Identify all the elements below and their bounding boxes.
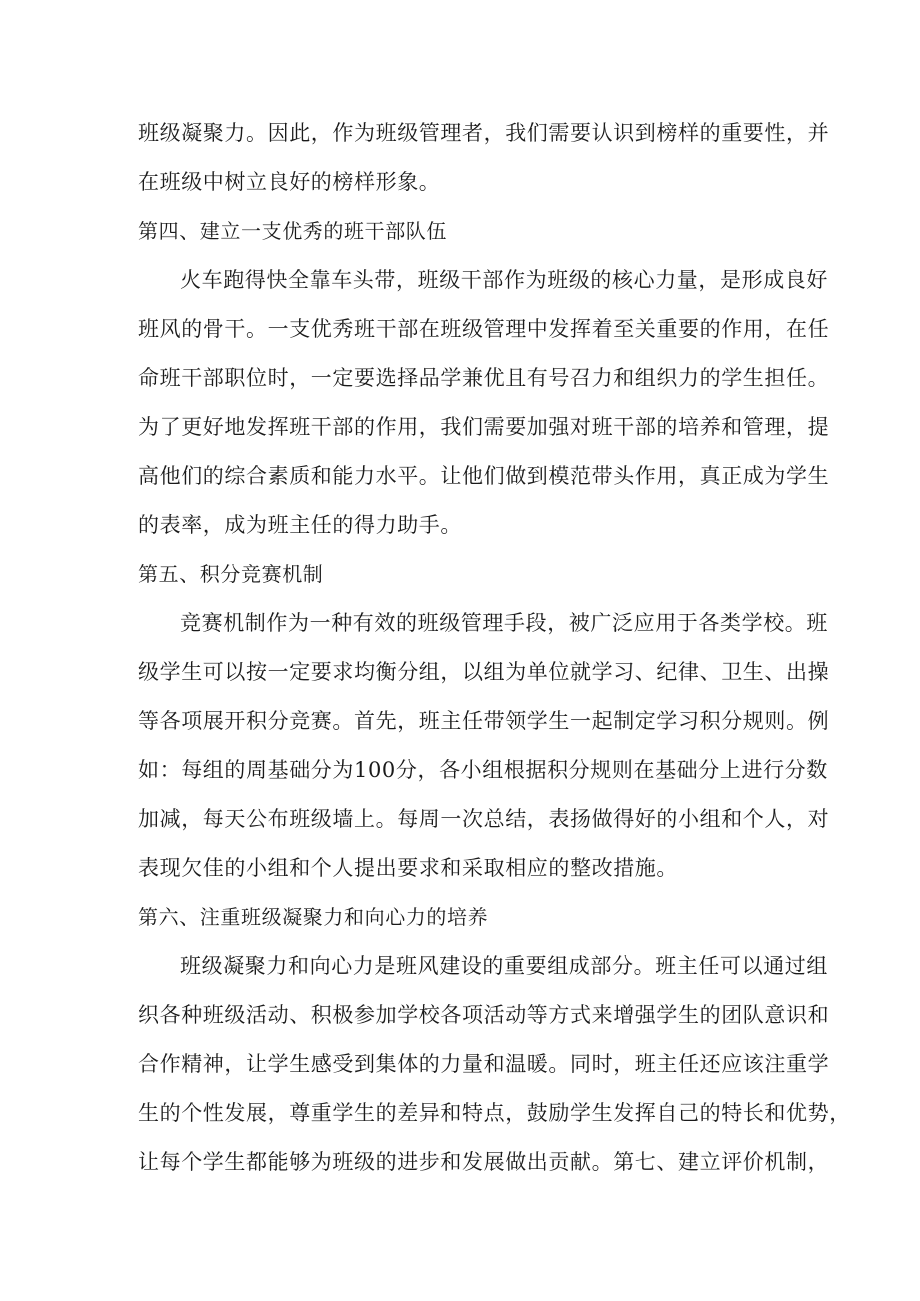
body-paragraph: [138, 263, 830, 542]
body-paragraph: [138, 606, 830, 885]
text-line: 竞赛机制作为一种有效的班级管理手段，被广泛应用于各类学校。班: [180, 611, 828, 635]
text-line: 命班干部职位时，一定要选择品学兼优且有号召力和组织力的学生担任。: [138, 366, 830, 390]
text-line: 生的个性发展，尊重学生的差异和特点，鼓励学生发挥自己的特长和优势，: [138, 1101, 851, 1125]
text-line: 在班级中树立良好的榜样形象。: [138, 170, 441, 194]
section-heading: [138, 214, 788, 248]
text-line: 第四、建立一支优秀的班干部队伍: [138, 219, 447, 243]
body-paragraph: [138, 949, 851, 1179]
text-line: 织各种班级活动、积极参加学校各项活动等方式来增强学生的团队意识和: [138, 1003, 830, 1027]
text-line: 让每个学生都能够为班级的进步和发展做出贡献。第七、建立评价机制，: [138, 1150, 830, 1174]
text-line: 班级凝聚力。因此，作为班级管理者，我们需要认识到榜样的重要性，并: [138, 121, 830, 145]
text-line: 高他们的综合素质和能力水平。让他们做到模范带头作用，真正成为学生: [138, 464, 830, 488]
text-line: 第五、积分竞赛机制: [138, 562, 324, 586]
text-line: 如：每组的周基础分为100分，各小组根据积分规则在基础分上进行分数: [138, 758, 828, 782]
paragraph-continuation: [138, 116, 830, 199]
text-line: 级学生可以按一定要求均衡分组，以组为单位就学习、纪律、卫生、出操: [138, 660, 830, 684]
text-line: 加减，每天公布班级墙上。每周一次总结，表扬做得好的小组和个人，对: [138, 807, 830, 831]
text-line: 火车跑得快全靠车头带，班级干部作为班级的核心力量，是形成良好: [180, 268, 828, 292]
section-heading: [138, 557, 788, 591]
text-line: 合作精神，让学生感受到集体的力量和温暖。同时，班主任还应该注重学: [138, 1052, 830, 1076]
document-page: [138, 116, 851, 1179]
text-line: 为了更好地发挥班干部的作用，我们需要加强对班干部的培养和管理，提: [138, 415, 830, 439]
text-line: 班级凝聚力和向心力是班风建设的重要组成部分。班主任可以通过组: [180, 954, 828, 978]
text-line: 等各项展开积分竞赛。首先，班主任带领学生一起制定学习积分规则。例: [138, 709, 830, 733]
text-line: 班风的骨干。一支优秀班干部在班级管理中发挥着至关重要的作用，在任: [138, 317, 830, 341]
section-heading: [138, 900, 788, 934]
text-line: 第六、注重班级凝聚力和向心力的培养: [138, 905, 489, 929]
text-line: 的表率，成为班主任的得力助手。: [138, 513, 462, 537]
text-line: 表现欠佳的小组和个人提出要求和采取相应的整改措施。: [138, 856, 678, 880]
